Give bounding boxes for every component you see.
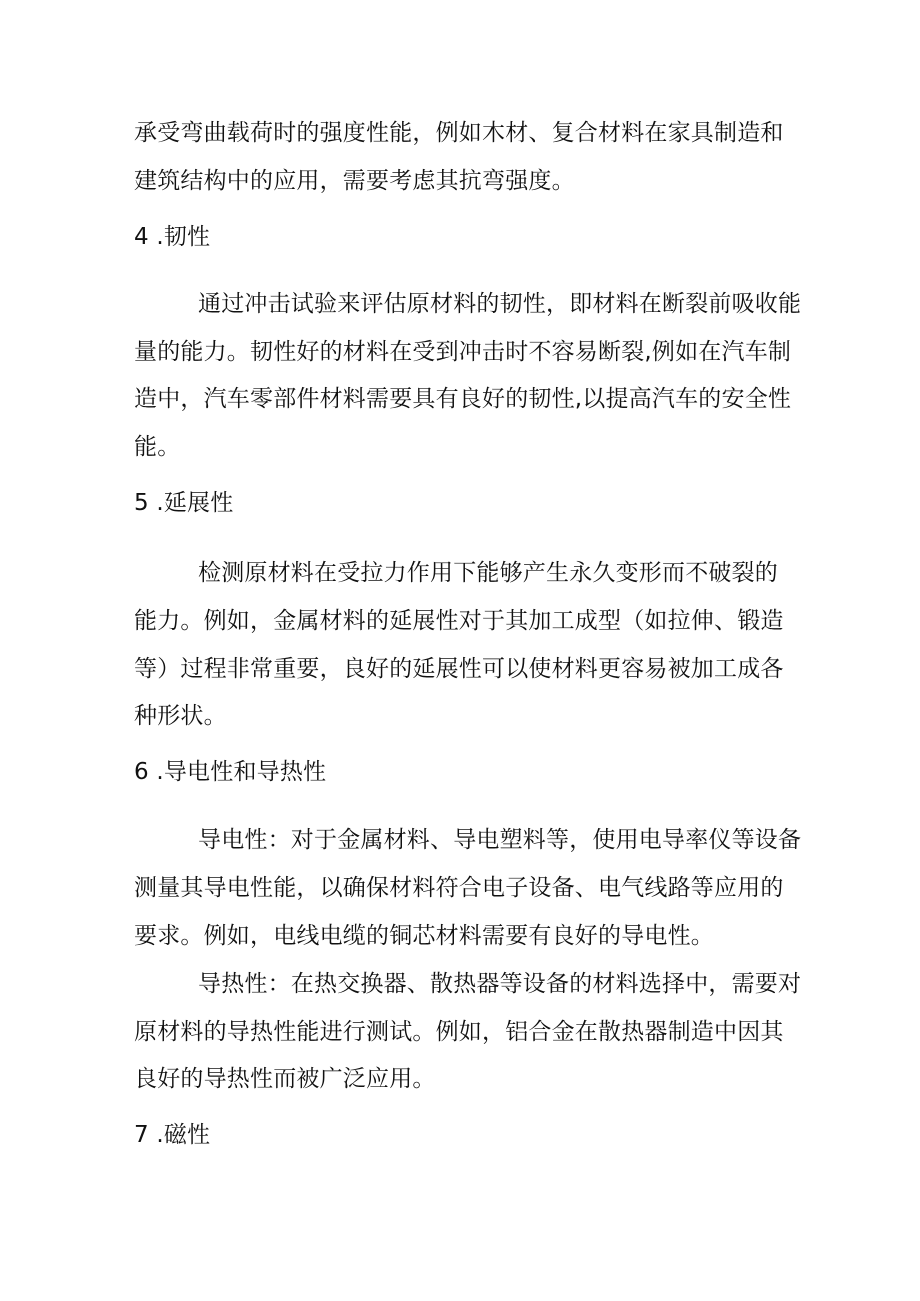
section-heading-toughness: 4 .韧性: [134, 224, 211, 250]
paragraph-line: 导热性：在热交换器、散热器等设备的材料选择中，需要对: [198, 971, 802, 997]
paragraph-line: 造中，汽车零部件材料需要具有良好的韧性,以提高汽车的安全性: [134, 386, 792, 412]
paragraph-line: 通过冲击试验来评估原材料的韧性，即材料在断裂前吸收能: [198, 291, 802, 317]
paragraph-line: 检测原材料在受拉力作用下能够产生永久变形而不破裂的: [198, 560, 778, 586]
section-heading-magnetism: 7 .磁性: [134, 1122, 211, 1148]
paragraph-line: 能。: [134, 434, 181, 460]
paragraph-line: 要求。例如，电线电缆的铜芯材料需要有良好的导电性。: [134, 923, 714, 949]
paragraph-line: 量的能力。韧性好的材料在受到冲击时不容易断裂,例如在汽车制: [134, 339, 792, 365]
paragraph-line: 良好的导热性而被广泛应用。: [134, 1066, 436, 1092]
paragraph-line: 原材料的导热性能进行测试。例如，铝合金在散热器制造中因其: [134, 1019, 784, 1045]
paragraph-line: 等）过程非常重要，良好的延展性可以使材料更容易被加工成各: [134, 656, 784, 682]
paragraph-line: 测量其导电性能，以确保材料符合电子设备、电气线路等应用的: [134, 875, 784, 901]
section-heading-ductility: 5 .延展性: [134, 490, 234, 516]
paragraph-line: 种形状。: [134, 703, 227, 729]
paragraph-line: 承受弯曲载荷时的强度性能，例如木材、复合材料在家具制造和: [134, 120, 784, 146]
section-heading-conductivity: 6 .导电性和导热性: [134, 759, 327, 785]
paragraph-line: 导电性：对于金属材料、导电塑料等，使用电导率仪等设备: [198, 827, 802, 853]
paragraph-line: 建筑结构中的应用，需要考虑其抗弯强度。: [134, 168, 575, 194]
paragraph-line: 能力。例如，金属材料的延展性对于其加工成型（如拉伸、锻造: [134, 608, 784, 634]
